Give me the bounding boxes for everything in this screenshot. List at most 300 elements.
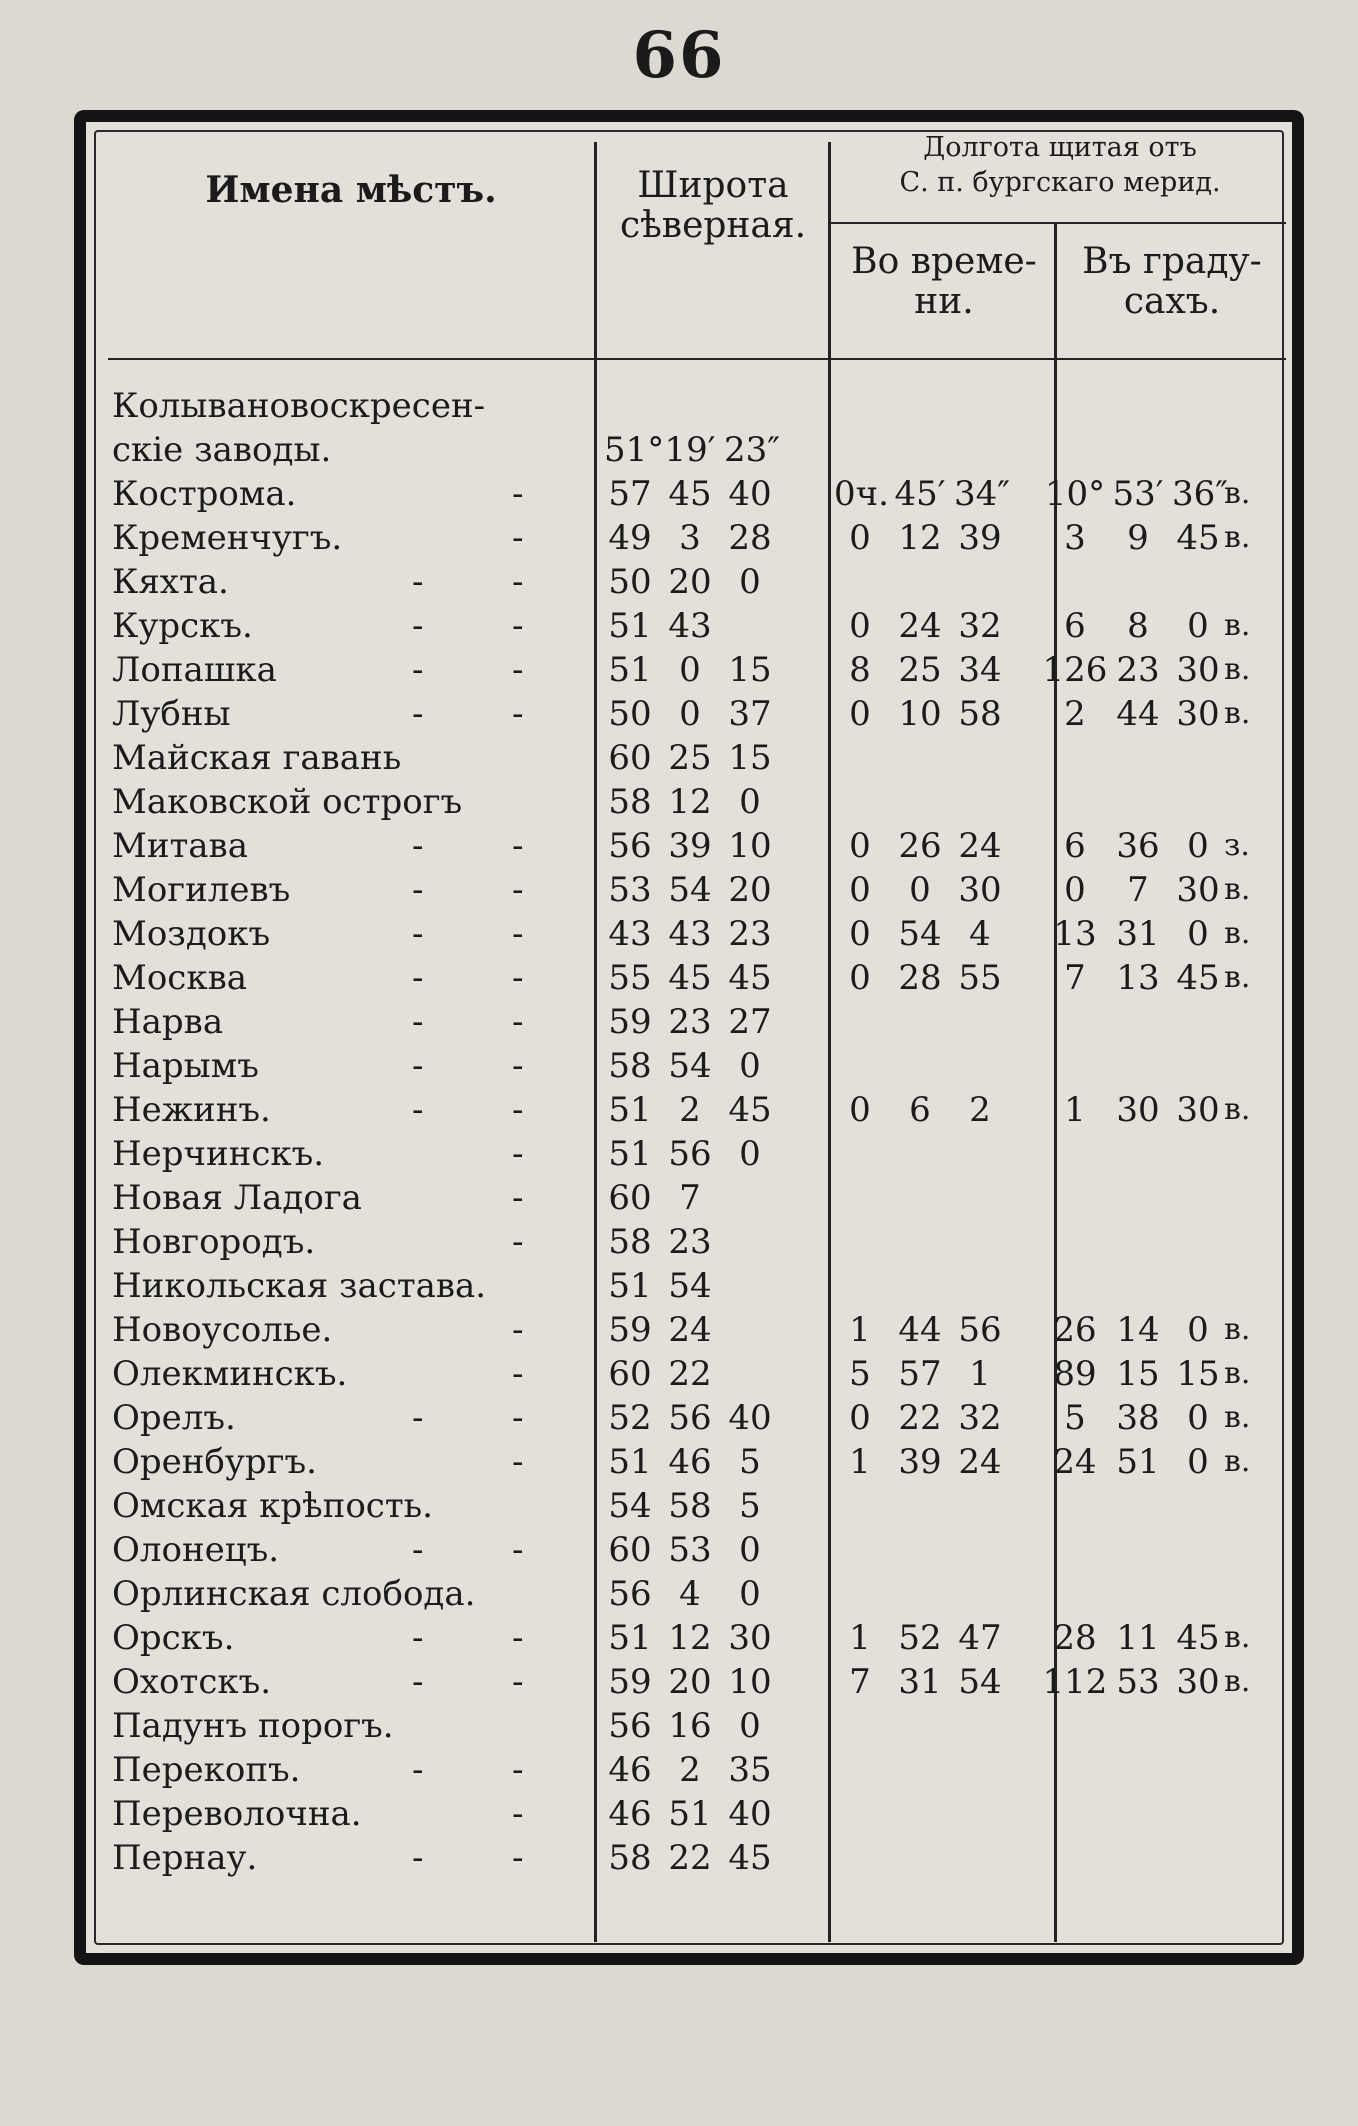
latitude-value: 51 [608,1442,652,1482]
table-row [112,1352,1312,1396]
leader-dash: - [512,1618,524,1658]
degree-longitude-value: 8 [1127,606,1149,646]
latitude-value: 54 [668,1266,712,1306]
latitude-value: 0 [739,1574,761,1614]
latitude-value: 58 [608,1046,652,1086]
latitude-value: 45 [668,474,712,514]
place-name: Никольская застава. [112,1266,487,1306]
degree-longitude-value: 7 [1064,958,1086,998]
time-longitude-value: 45′ [894,474,946,514]
latitude-value: 46 [608,1750,652,1790]
place-name: Падунъ порогъ. [112,1706,394,1746]
degree-longitude-value: 0 [1187,606,1209,646]
time-longitude-value: 39 [958,518,1002,558]
latitude-value: 60 [608,1354,652,1394]
leader-dash: - [512,1002,524,1042]
degree-longitude-value: 6 [1064,826,1086,866]
time-longitude-value: 8 [849,650,871,690]
header-time-line1: Во време- [851,241,1037,282]
time-longitude-value: 44 [898,1310,942,1350]
time-longitude-value: 30 [958,870,1002,910]
latitude-value: 0 [739,1134,761,1174]
place-name: Омская крѣпость. [112,1486,433,1526]
latitude-value: 51 [608,1090,652,1130]
direction-suffix: в. [1224,1444,1251,1479]
time-longitude-value: 0 [849,694,871,734]
place-name: Охотскъ. [112,1662,272,1702]
time-longitude-value: 28 [898,958,942,998]
place-name: Кяхта. [112,562,229,602]
degree-longitude-value: 30 [1176,870,1220,910]
degree-longitude-value: 7 [1127,870,1149,910]
table-row [112,780,1312,824]
time-longitude-value: 12 [898,518,942,558]
table-row [112,1132,1312,1176]
degree-longitude-value: 0 [1187,1442,1209,1482]
latitude-value: 51 [608,1618,652,1658]
degree-longitude-value: 23 [1116,650,1160,690]
leader-dash: - [412,1662,424,1702]
latitude-value: 4 [679,1574,701,1614]
table-row [112,384,1312,428]
header-time [834,242,1054,323]
latitude-value: 56 [608,1706,652,1746]
table-row [112,1748,1312,1792]
degree-longitude-value: 45 [1176,1618,1220,1658]
place-name: Колывановоскресен- [112,386,486,426]
degree-longitude-value: 26 [1053,1310,1097,1350]
page-number: 66 [632,18,726,93]
latitude-value: 56 [608,1574,652,1614]
degree-longitude-value: 30 [1176,1662,1220,1702]
leader-dash: - [512,1222,524,1262]
table-body [112,384,1312,1880]
time-longitude-value: 22 [898,1398,942,1438]
place-name: Олекминскъ. [112,1354,348,1394]
leader-dash: - [512,694,524,734]
latitude-value: 45 [668,958,712,998]
time-longitude-value: 24 [898,606,942,646]
degree-longitude-value: 15 [1116,1354,1160,1394]
direction-suffix: з. [1224,828,1250,863]
table-row [112,1836,1312,1880]
place-name: Пернау. [112,1838,258,1878]
latitude-value: 59 [608,1310,652,1350]
leader-dash: - [412,1398,424,1438]
place-name: Москва [112,958,247,998]
leader-dash: - [412,650,424,690]
time-longitude-value: 47 [958,1618,1002,1658]
time-longitude-value: 39 [898,1442,942,1482]
latitude-value: 12 [668,782,712,822]
latitude-value: 16 [668,1706,712,1746]
latitude-value: 5 [739,1486,761,1526]
latitude-value: 60 [608,1530,652,1570]
latitude-value: 45 [728,1838,772,1878]
latitude-value: 54 [608,1486,652,1526]
table-row [112,1528,1312,1572]
place-name: Кострома. [112,474,297,514]
place-name: Новгородъ. [112,1222,316,1262]
table-row [112,648,1312,692]
latitude-value: 3 [679,518,701,558]
direction-suffix: в. [1224,1400,1251,1435]
degree-longitude-value: 0 [1187,1398,1209,1438]
header-latitude-line1: Широта [637,165,789,206]
place-name: скіе заводы. [112,430,332,470]
time-longitude-value: 26 [898,826,942,866]
table-row [112,560,1312,604]
degree-longitude-value: 6 [1064,606,1086,646]
degree-longitude-value: 53 [1116,1662,1160,1702]
degree-longitude-value: 30 [1176,650,1220,690]
latitude-value: 23″ [724,430,780,470]
time-longitude-value: 56 [958,1310,1002,1350]
place-name: Орелъ. [112,1398,236,1438]
degree-longitude-value: 13 [1053,914,1097,954]
degree-longitude-value: 45 [1176,958,1220,998]
latitude-value: 22 [668,1838,712,1878]
leader-dash: - [412,826,424,866]
table-row [112,516,1312,560]
table-row [112,1220,1312,1264]
latitude-value: 0 [679,650,701,690]
degree-longitude-value: 30 [1116,1090,1160,1130]
latitude-value: 58 [668,1486,712,1526]
direction-suffix: в. [1224,960,1251,995]
leader-dash: - [512,1046,524,1086]
latitude-value: 56 [668,1134,712,1174]
latitude-value: 53 [608,870,652,910]
latitude-value: 51° [604,430,665,470]
direction-suffix: в. [1224,520,1251,555]
place-name: Маковской острогъ [112,782,463,822]
leader-dash: - [512,650,524,690]
leader-dash: - [412,958,424,998]
latitude-value: 58 [608,782,652,822]
latitude-value: 60 [608,1178,652,1218]
time-longitude-value: 32 [958,606,1002,646]
place-name: Могилевъ [112,870,291,910]
header-longitude-line2: С. п. бургскаго мерид. [899,167,1221,199]
table-frame [74,110,1304,1965]
latitude-value: 60 [608,738,652,778]
latitude-value: 45 [728,958,772,998]
leader-dash: - [512,518,524,558]
latitude-value: 20 [668,1662,712,1702]
time-longitude-value: 5 [849,1354,871,1394]
time-longitude-value: 0 [849,1090,871,1130]
leader-dash: - [512,1310,524,1350]
time-longitude-value: 31 [898,1662,942,1702]
direction-suffix: в. [1224,916,1251,951]
direction-suffix: в. [1224,1664,1251,1699]
time-longitude-value: 0 [849,914,871,954]
leader-dash: - [512,606,524,646]
time-longitude-value: 0 [849,870,871,910]
table-row [112,1704,1312,1748]
latitude-value: 27 [728,1002,772,1042]
place-name: Перекопъ. [112,1750,301,1790]
time-longitude-value: 58 [958,694,1002,734]
place-name: Лопашка [112,650,277,690]
place-name: Орлинская слобода. [112,1574,476,1614]
place-name: Лубны [112,694,231,734]
degree-longitude-value: 45 [1176,518,1220,558]
header-latitude [598,166,828,247]
latitude-value: 10 [728,826,772,866]
leader-dash: - [512,958,524,998]
latitude-value: 56 [668,1398,712,1438]
table-row [112,1176,1312,1220]
leader-dash: - [412,1838,424,1878]
leader-dash: - [412,1750,424,1790]
latitude-value: 45 [728,1090,772,1130]
table-row [112,1440,1312,1484]
leader-dash: - [512,1662,524,1702]
latitude-value: 51 [608,650,652,690]
table-row [112,1616,1312,1660]
header-degrees [1058,242,1286,323]
table-row [112,604,1312,648]
place-name: Курскъ. [112,606,253,646]
degree-longitude-value: 0 [1187,1310,1209,1350]
table-row [112,824,1312,868]
latitude-value: 15 [728,650,772,690]
latitude-value: 46 [668,1442,712,1482]
header-time-line2: ни. [914,281,974,323]
latitude-value: 2 [679,1750,701,1790]
leader-dash: - [512,1134,524,1174]
degree-longitude-value: 36 [1116,826,1160,866]
place-name: Нарва [112,1002,224,1042]
latitude-value: 58 [608,1838,652,1878]
leader-dash: - [512,1530,524,1570]
latitude-value: 23 [668,1222,712,1262]
latitude-value: 2 [679,1090,701,1130]
latitude-value: 46 [608,1794,652,1834]
direction-suffix: в. [1224,1092,1251,1127]
time-longitude-value: 25 [898,650,942,690]
table-row [112,1308,1312,1352]
latitude-value: 30 [728,1618,772,1658]
leader-dash: - [412,1046,424,1086]
latitude-value: 20 [728,870,772,910]
time-longitude-value: 0ч. [834,474,889,514]
leader-dash: - [512,1794,524,1834]
degree-longitude-value: 28 [1053,1618,1097,1658]
leader-dash: - [412,1090,424,1130]
latitude-value: 0 [739,782,761,822]
latitude-value: 52 [608,1398,652,1438]
degree-longitude-value: 126 [1042,650,1108,690]
latitude-value: 50 [608,562,652,602]
latitude-value: 23 [668,1002,712,1042]
time-longitude-value: 52 [898,1618,942,1658]
leader-dash: - [512,1354,524,1394]
latitude-value: 39 [668,826,712,866]
time-longitude-value: 0 [849,1398,871,1438]
table-row [112,472,1312,516]
leader-dash: - [412,606,424,646]
latitude-value: 25 [668,738,712,778]
degree-longitude-value: 30 [1176,694,1220,734]
leader-dash: - [512,1442,524,1482]
table-row [112,736,1312,780]
degree-longitude-value: 53′ [1112,474,1164,514]
table-row [112,428,1312,472]
degree-longitude-value: 24 [1053,1442,1097,1482]
degree-longitude-value: 0 [1064,870,1086,910]
place-name: Нерчинскъ. [112,1134,325,1174]
latitude-value: 7 [679,1178,701,1218]
latitude-value: 53 [668,1530,712,1570]
direction-suffix: в. [1224,652,1251,687]
leader-dash: - [412,694,424,734]
latitude-value: 49 [608,518,652,558]
place-name: Переволочна. [112,1794,362,1834]
table-row [112,1000,1312,1044]
degree-longitude-value: 1 [1064,1090,1086,1130]
table-row [112,1088,1312,1132]
latitude-value: 40 [728,1398,772,1438]
latitude-value: 51 [608,606,652,646]
leader-dash: - [412,914,424,954]
degree-longitude-value: 0 [1187,826,1209,866]
latitude-value: 43 [608,914,652,954]
latitude-value: 58 [608,1222,652,1262]
table-row [112,1044,1312,1088]
latitude-value: 40 [728,474,772,514]
degree-longitude-value: 9 [1127,518,1149,558]
latitude-value: 54 [668,870,712,910]
latitude-value: 55 [608,958,652,998]
time-longitude-value: 1 [849,1442,871,1482]
time-longitude-value: 0 [849,958,871,998]
latitude-value: 56 [608,826,652,866]
leader-dash: - [512,1750,524,1790]
degree-longitude-value: 15 [1176,1354,1220,1394]
degree-longitude-value: 44 [1116,694,1160,734]
table-row [112,1660,1312,1704]
table-row [112,1484,1312,1528]
latitude-value: 23 [728,914,772,954]
degree-longitude-value: 30 [1176,1090,1220,1130]
time-longitude-value: 6 [909,1090,931,1130]
direction-suffix: в. [1224,1312,1251,1347]
time-longitude-value: 24 [958,826,1002,866]
degree-longitude-value: 89 [1053,1354,1097,1394]
table-row [112,868,1312,912]
header-rule-longitude [831,222,1286,224]
latitude-value: 51 [668,1794,712,1834]
direction-suffix: в. [1224,1620,1251,1655]
degree-longitude-value: 3 [1064,518,1086,558]
leader-dash: - [412,1618,424,1658]
table-row [112,1396,1312,1440]
place-name: Новоусолье. [112,1310,333,1350]
place-name: Нежинъ. [112,1090,271,1130]
header-longitude [834,130,1286,200]
header-names: Имена мѣстъ. [205,169,497,211]
direction-suffix: в. [1224,476,1251,511]
latitude-value: 59 [608,1662,652,1702]
time-longitude-value: 2 [969,1090,991,1130]
leader-dash: - [412,562,424,602]
latitude-value: 57 [608,474,652,514]
leader-dash: - [512,826,524,866]
latitude-value: 51 [608,1134,652,1174]
latitude-value: 54 [668,1046,712,1086]
latitude-value: 10 [728,1662,772,1702]
leader-dash: - [512,1090,524,1130]
time-longitude-value: 34 [958,650,1002,690]
direction-suffix: в. [1224,1356,1251,1391]
time-longitude-value: 1 [849,1618,871,1658]
degree-longitude-value: 5 [1064,1398,1086,1438]
place-name: Майская гавань [112,738,402,778]
latitude-value: 20 [668,562,712,602]
latitude-value: 50 [608,694,652,734]
time-longitude-value: 4 [969,914,991,954]
degree-longitude-value: 112 [1042,1662,1108,1702]
table-row [112,956,1312,1000]
degree-longitude-value: 51 [1116,1442,1160,1482]
leader-dash: - [512,474,524,514]
time-longitude-value: 54 [958,1662,1002,1702]
degree-longitude-value: 0 [1187,914,1209,954]
header-degrees-line1: Въ граду- [1082,241,1262,282]
place-name: Олонецъ. [112,1530,280,1570]
place-name: Митава [112,826,248,866]
place-name: Моздокъ [112,914,271,954]
latitude-value: 12 [668,1618,712,1658]
time-longitude-value: 1 [849,1310,871,1350]
latitude-value: 22 [668,1354,712,1394]
leader-dash: - [512,1398,524,1438]
degree-longitude-value: 11 [1116,1618,1160,1658]
leader-dash: - [512,870,524,910]
latitude-value: 0 [739,562,761,602]
time-longitude-value: 0 [849,606,871,646]
leader-dash: - [512,914,524,954]
latitude-value: 37 [728,694,772,734]
latitude-value: 40 [728,1794,772,1834]
degree-longitude-value: 38 [1116,1398,1160,1438]
direction-suffix: в. [1224,608,1251,643]
latitude-value: 43 [668,606,712,646]
latitude-value: 51 [608,1266,652,1306]
latitude-value: 43 [668,914,712,954]
time-longitude-value: 54 [898,914,942,954]
leader-dash: - [512,1838,524,1878]
direction-suffix: в. [1224,696,1251,731]
table-row [112,692,1312,736]
leader-dash: - [512,1178,524,1218]
degree-longitude-value: 31 [1116,914,1160,954]
table-row [112,1792,1312,1836]
time-longitude-value: 7 [849,1662,871,1702]
place-name: Орскъ. [112,1618,235,1658]
latitude-value: 59 [608,1002,652,1042]
direction-suffix: в. [1224,872,1251,907]
latitude-value: 35 [728,1750,772,1790]
degree-longitude-value: 14 [1116,1310,1160,1350]
latitude-value: 15 [728,738,772,778]
degree-longitude-value: 13 [1116,958,1160,998]
leader-dash: - [412,1530,424,1570]
time-longitude-value: 10 [898,694,942,734]
